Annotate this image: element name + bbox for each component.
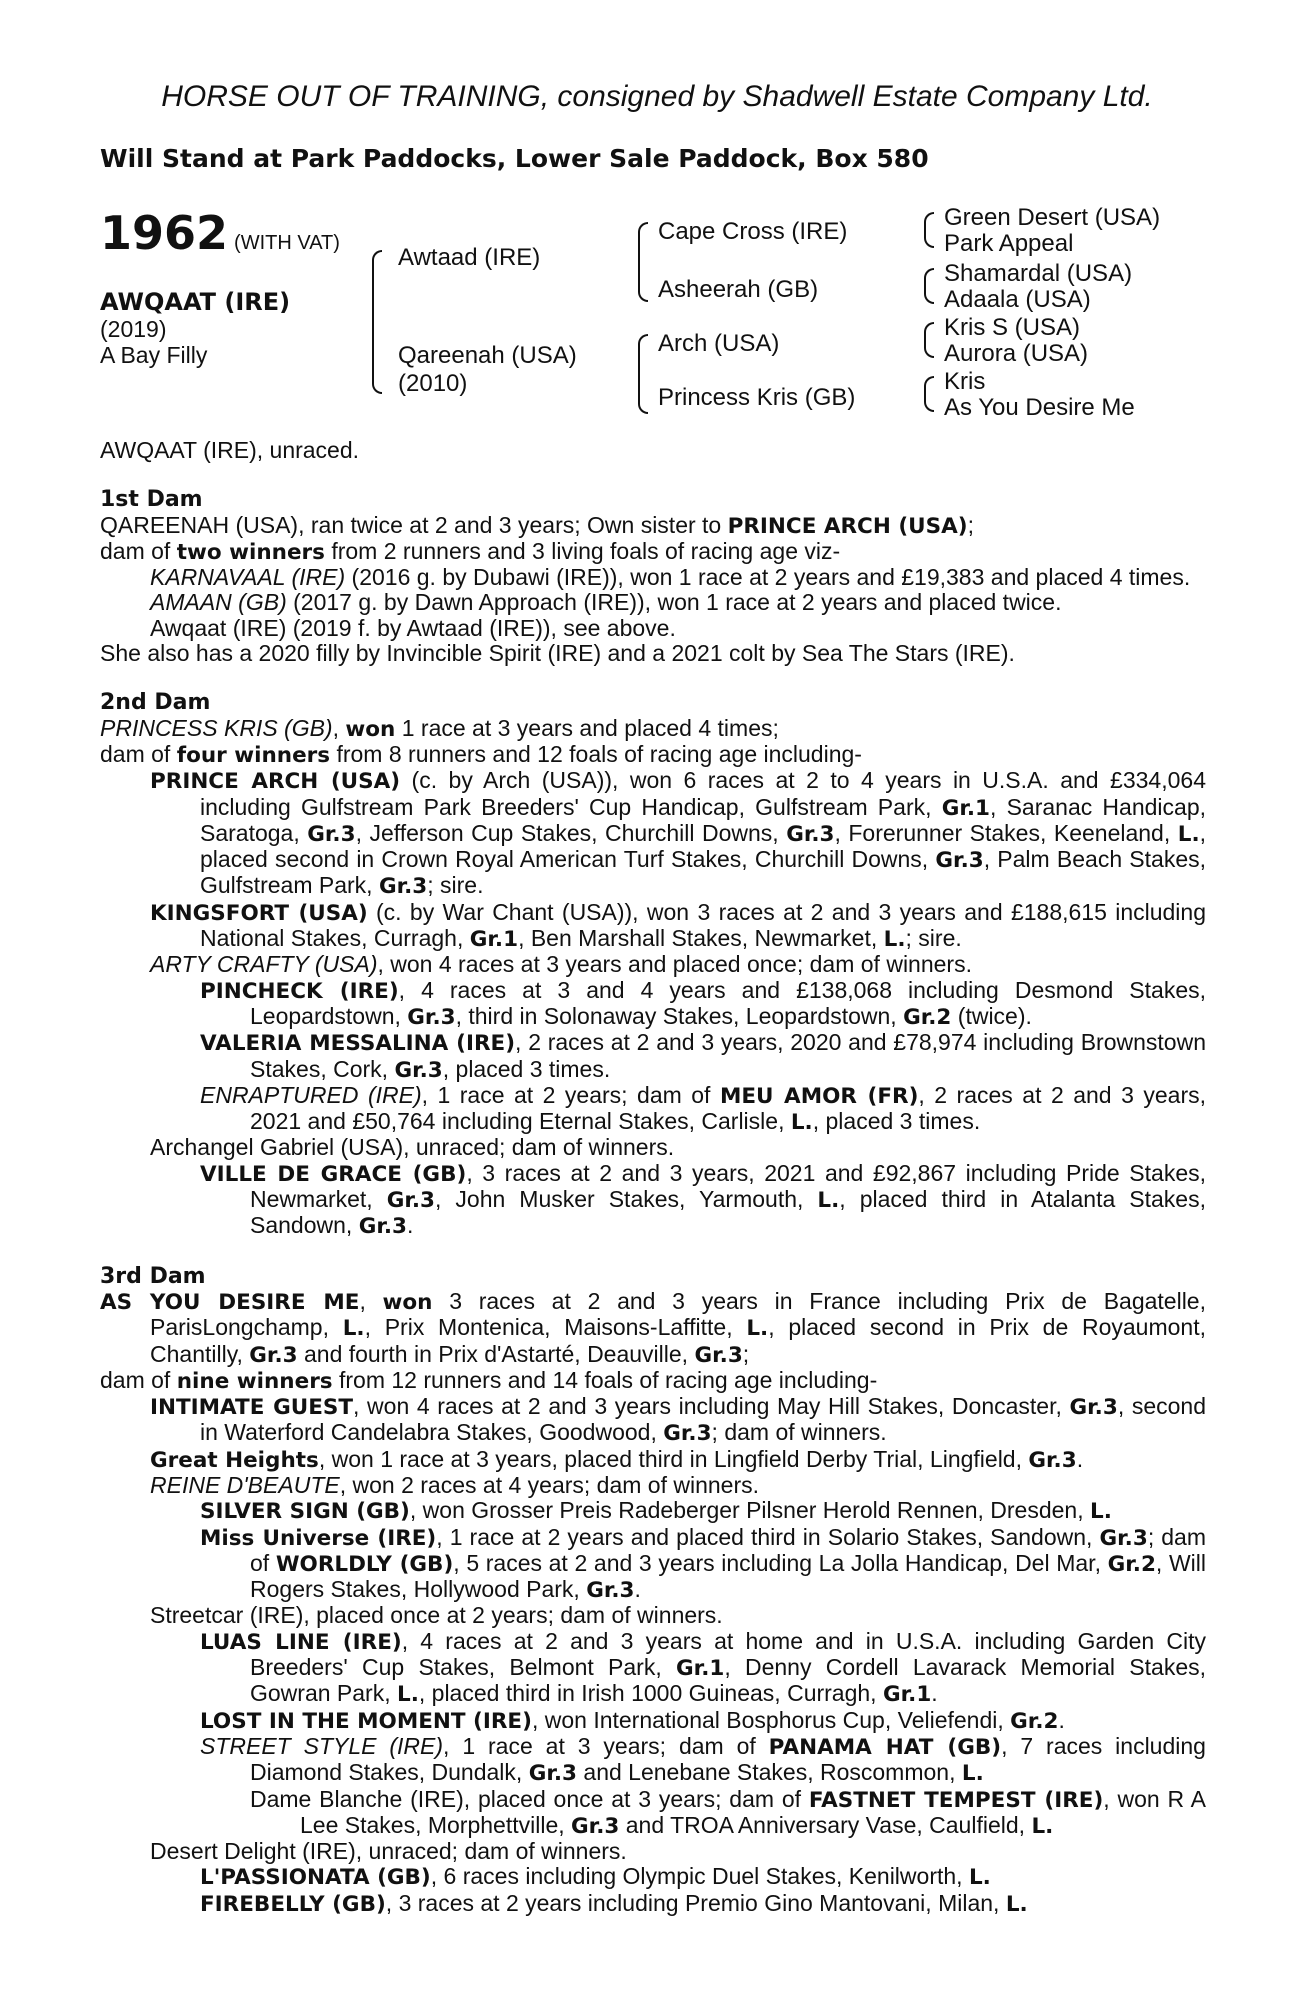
grand-offspring-entry: Miss Universe (IRE), 1 race at 2 years and placed third in Solario Stakes, Sandown, Gr.3; dam of WORLDLY (GB), 5 races at 2 and 3 years including La Jolla Handicap, Del Mar, Gr.2, Will Rogers Stakes, Hollywood Park, Gr.3. xyxy=(200,1523,1206,1604)
lot-number-block xyxy=(100,206,340,260)
race-summary: AWQAAT (IRE), unraced. xyxy=(100,437,360,463)
horse-name: AWQAAT (IRE) xyxy=(100,288,291,316)
offspring-entry: Desert Delight (IRE), unraced; dam of winners. xyxy=(150,1838,627,1865)
sire: Awtaad (IRE) xyxy=(398,244,541,271)
sire-sire: Cape Cross (IRE) xyxy=(658,218,848,245)
third-dam-line: AS YOU DESIRE ME, won 3 races at 2 and 3 years in France including Prix de Bagatelle, ParisLongchamp, L., Prix Montenica, Maisons-Laffitte, L., placed second in Prix de Royaumont, Chantilly, Gr.3 and fourth in Prix d'Astarté, Deauville, Gr.3; xyxy=(100,1287,1206,1368)
offspring-entry: Archangel Gabriel (USA), unraced; dam of winners. xyxy=(150,1134,675,1161)
first-dam-note: She also has a 2020 filly by Invincible Spirit (IRE) and a 2021 colt by Sea The Stars (IRE). xyxy=(100,640,1015,667)
second-dam-produce-line: dam of four winners from 8 runners and 12 foals of racing age including- xyxy=(100,740,862,768)
third-dam-heading: 3rd Dam xyxy=(100,1263,206,1289)
grandsire-7: Kris xyxy=(944,368,986,395)
dam-dam: Princess Kris (GB) xyxy=(658,384,856,411)
dam: Qareenah (USA) xyxy=(398,342,577,369)
grand-offspring-entry: LOST IN THE MOMENT (IRE), won International Bosphorus Cup, Veliefendi, Gr.2. xyxy=(200,1706,1065,1734)
third-dam-produce-line: dam of nine winners from 12 runners and 14 foals of racing age including- xyxy=(100,1366,878,1394)
first-dam-heading: 1st Dam xyxy=(100,487,203,513)
offspring-entry: KINGSFORT (USA) (c. by War Chant (USA)), won 3 races at 2 and 3 years and £188,615 including National Stakes, Curragh, Gr.1, Ben Marshall Stakes, Newmarket, L.; sire. xyxy=(150,898,1207,953)
offspring-entry: Great Heights, won 1 race at 3 years, placed third in Lingfield Derby Trial, Lingfield, Gr.3. xyxy=(150,1445,1084,1473)
offspring-entry: Awqaat (IRE) (2019 f. by Awtaad (IRE)), see above. xyxy=(150,614,676,641)
grand-offspring-entry: SILVER SIGN (GB), won Grosser Preis Radeberger Pilsner Herold Rennen, Dresden, L. xyxy=(200,1497,1112,1525)
grand-offspring-entry: STREET STYLE (IRE), 1 race at 3 years; dam of PANAMA HAT (GB), 7 races including Diamond Stakes, Dundalk, Gr.3 and Lenebane Stakes, Roscommon, L. xyxy=(200,1732,1206,1787)
grand-offspring-entry: PINCHECK (IRE), 4 races at 3 and 4 years and £138,068 including Desmond Stakes, Leopardstown, Gr.3, third in Solonaway Stakes, Leopardstown, Gr.2 (twice). xyxy=(200,976,1207,1030)
offspring-entry: KARNAVAAL (IRE) (2016 g. by Dubawi (IRE)), won 1 race at 2 years and £19,383 and placed 4 times. xyxy=(150,564,1191,591)
bracket xyxy=(638,222,648,302)
granddam-8: As You Desire Me xyxy=(944,394,1135,421)
bracket xyxy=(924,268,934,304)
horse-description: A Bay Filly xyxy=(100,342,208,368)
bracket xyxy=(924,376,934,412)
sire-dam: Asheerah (GB) xyxy=(658,276,819,303)
grand-offspring-entry: LUAS LINE (IRE), 4 races at 2 and 3 years at home and in U.S.A. including Garden City Breeders' Cup Stakes, Belmont Park, Gr.1, Denny Cordell Lavarack Memorial Stakes, Gowran Park, L., placed third in Irish 1000 Guineas, Curragh, Gr.1. xyxy=(200,1627,1207,1708)
offspring-entry: PRINCE ARCH (USA) (c. by Arch (USA)), won 6 races at 2 to 4 years in U.S.A. and £334,064 including Gulfstream Park Breeders' Cup Handicap, Gulfstream Park, Gr.1, Saranac Handicap, Saratoga, Gr.3, Jefferson Cup Stakes, Churchill Downs, Gr.3, Forerunner Stakes, Keeneland, L., placed second in Crown Royal American Turf Stakes, Churchill Downs, Gr.3, Palm Beach Stakes, Gulfstream Park, Gr.3; sire. xyxy=(150,767,1207,900)
bracket xyxy=(372,250,382,394)
dam-sire: Arch (USA) xyxy=(658,330,780,357)
granddam-6: Aurora (USA) xyxy=(944,340,1089,367)
first-dam-line: QAREENAH (USA), ran twice at 2 and 3 years; Own sister to PRINCE ARCH (USA); xyxy=(100,511,974,539)
lot-number: 1962 xyxy=(100,206,229,260)
grand-offspring-entry: ENRAPTURED (IRE), 1 race at 2 years; dam of MEU AMOR (FR), 2 races at 2 and 3 years, 2021 and £50,764 including Eternal Stakes, Carlisle, L., placed 3 times. xyxy=(200,1081,1206,1136)
offspring-entry: INTIMATE GUEST, won 4 races at 2 and 3 years including May Hill Stakes, Doncaster, Gr.3, second in Waterford Candelabra Stakes, Goodwood, Gr.3; dam of winners. xyxy=(150,1393,1206,1447)
granddam-4: Adaala (USA) xyxy=(944,286,1091,313)
stand-location: Will Stand at Park Paddocks, Lower Sale Paddock, Box 580 xyxy=(100,144,929,173)
first-dam-produce-line: dam of two winners from 2 runners and 3 living foals of racing age viz- xyxy=(100,537,841,565)
grand-offspring-entry: FIREBELLY (GB), 3 races at 2 years including Premio Gino Mantovani, Milan, L. xyxy=(200,1889,1028,1917)
bracket xyxy=(638,334,648,414)
offspring-entry: Streetcar (IRE), placed once at 2 years; dam of winners. xyxy=(150,1602,723,1629)
vat-note: (WITH VAT) xyxy=(234,232,340,254)
grand-offspring-entry: VILLE DE GRACE (GB), 3 races at 2 and 3 years, 2021 and £92,867 including Pride Stakes, Newmarket, Gr.3, John Musker Stakes, Yarmouth, L., placed third in Atalanta Stakes, Sandown, Gr.3. xyxy=(200,1159,1206,1240)
second-dam-line: PRINCESS KRIS (GB), won 1 race at 3 years and placed 4 times; xyxy=(100,714,779,742)
granddam-2: Park Appeal xyxy=(944,230,1074,257)
offspring-entry: AMAAN (GB) (2017 g. by Dawn Approach (IRE)), won 1 race at 2 years and placed twice. xyxy=(150,589,1062,616)
grandsire-5: Kris S (USA) xyxy=(944,314,1081,341)
second-dam-heading: 2nd Dam xyxy=(100,690,211,716)
dam-year: (2010) xyxy=(398,370,468,397)
horse-year: (2019) xyxy=(100,316,167,342)
grand-offspring-entry: VALERIA MESSALINA (IRE), 2 races at 2 and 3 years, 2020 and £78,974 including Brownstown Stakes, Cork, Gr.3, placed 3 times. xyxy=(200,1029,1206,1083)
grand-offspring-entry: L'PASSIONATA (GB), 6 races including Olympic Duel Stakes, Kenilworth, L. xyxy=(200,1863,991,1891)
grandsire-1: Green Desert (USA) xyxy=(944,204,1161,231)
offspring-entry: ARTY CRAFTY (USA), won 4 races at 3 years and placed once; dam of winners. xyxy=(150,951,972,978)
offspring-entry: REINE D'BEAUTE, won 2 races at 4 years; dam of winners. xyxy=(150,1471,760,1498)
bracket xyxy=(924,212,934,248)
grandsire-3: Shamardal (USA) xyxy=(944,260,1133,287)
great-grand-offspring-entry: Dame Blanche (IRE), placed once at 3 years; dam of FASTNET TEMPEST (IRE), won R A Lee Stakes, Morphettville, Gr.3 and TROA Anniversary Vase, Caulfield, L. xyxy=(250,1785,1207,1839)
bracket xyxy=(924,322,934,358)
consignment-line: HORSE OUT OF TRAINING, consigned by Shadwell Estate Company Ltd. xyxy=(161,80,1153,113)
catalogue-body xyxy=(100,438,1206,1917)
